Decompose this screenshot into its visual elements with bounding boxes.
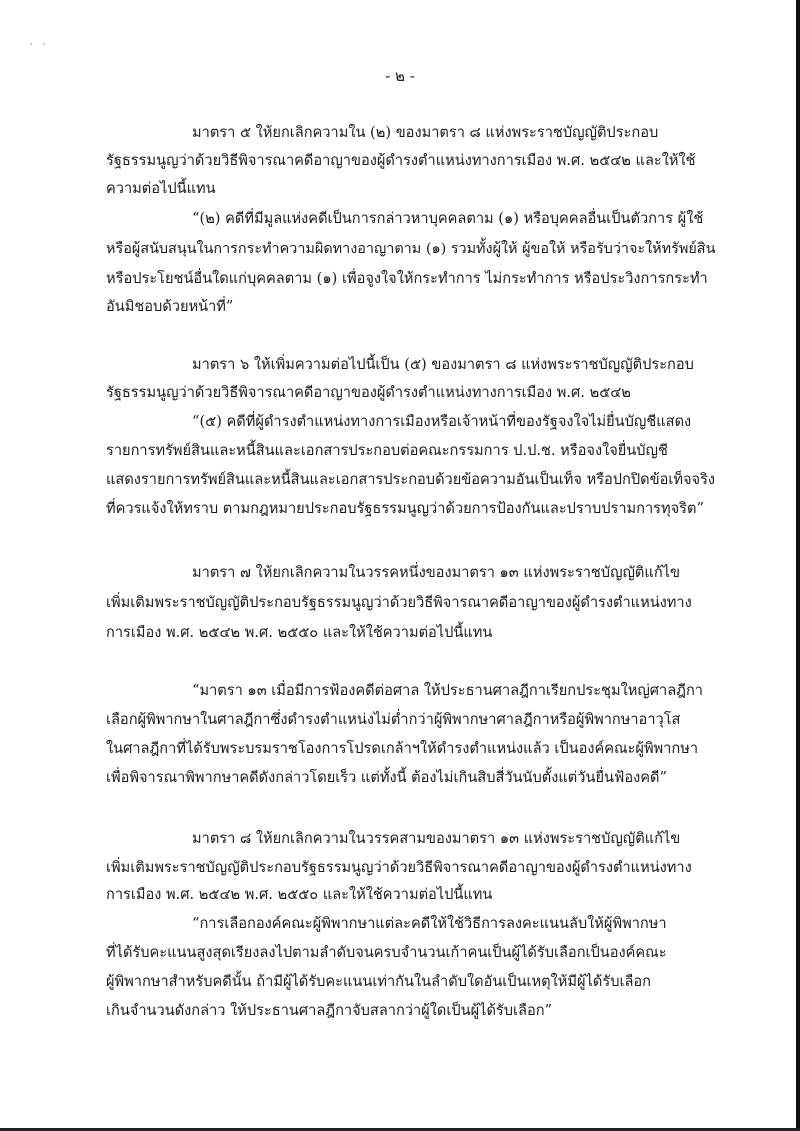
section-5-quote-line-2: หรือผู้สนับสนุนในการกระทำความผิดทางอาญาตาม (๑) รวมทั้งผู้ให้ ผู้ขอให้ หรือรับว่าจะให้ทรัพย์สิน (106, 241, 716, 257)
section-5-quote-line-1: “(๒) คดีที่มีมูลแห่งคดีเป็นการกล่าวหาบุคคลตาม (๑) หรือบุคคลอื่นเป็นตัวการ ผู้ใช้ (192, 210, 704, 227)
section-6-quote-line-3: แสดงรายการทรัพย์สินและหนี้สินและเอกสารประกอบด้วยข้อความอันเป็นเท็จ หรือปกปิดข้อเท็จจริง (106, 471, 716, 488)
section-6-line-2: รัฐธรรมนูญว่าด้วยวิธีพิจารณาคดีอาญาของผู้ดำรงตำแหน่งทางการเมือง พ.ศ. ๒๕๔๒ (106, 384, 631, 401)
section-8-quote-line-2: ที่ได้รับคะแนนสูงสุดเรียงลงไปตามลำดับจนครบจำนวนเก้าคนเป็นผู้ได้รับเลือกเป็นองค์คณะ (106, 944, 667, 961)
section-8-quote-line-3: ผู้พิพากษาสำหรับคดีนั้น ถ้ามีผู้ได้รับคะแนนเท่ากันในลำดับใดอันเป็นเหตุให้มีผู้ได้รับเลือก (106, 973, 651, 990)
section-8-line-2: เพิ่มเติมพระราชบัญญัติประกอบรัฐธรรมนูญว่าด้วยวิธีพิจารณาคดีอาญาของผู้ดำรงตำแหน่งทาง (106, 859, 692, 876)
section-7-quote-line-1: “มาตรา ๑๓ เมื่อมีการฟ้องคดีต่อศาล ให้ประธานศาลฎีกาเรียกประชุมใหญ่ศาลฎีกา (192, 682, 703, 699)
section-6-quote-line-1: “(๕) คดีที่ผู้ดำรงตำแหน่งทางการเมืองหรือเจ้าหน้าที่ของรัฐจงใจไม่ยื่นบัญชีแสดง (192, 413, 692, 430)
section-8-quote-line-4: เกินจำนวนดังกล่าว ให้ประธานศาลฎีกาจับสลากว่าผู้ใดเป็นผู้ได้รับเลือก” (106, 1002, 553, 1019)
section-5-quote-line-3: หรือประโยชน์อื่นใดแก่บุคคลตาม (๑) เพื่อจูงใจให้กระทำการ ไม่กระทำการ หรือประวิงการกระทำ (106, 270, 708, 287)
section-6-line-1: มาตรา ๖ ให้เพิ่มความต่อไปนี้เป็น (๕) ของมาตรา ๘ แห่งพระราชบัญญัติประกอบ (192, 356, 694, 373)
scan-specks: ' ' (30, 42, 49, 51)
section-7-quote-line-2: เลือกผู้พิพากษาในศาลฎีกาซึ่งดำรงตำแหน่งไม่ต่ำกว่าผู้พิพากษาศาลฎีกาหรือผู้พิพากษาอาวุโส (106, 711, 681, 728)
section-7-quote-line-3: ในศาลฎีกาที่ได้รับพระบรมราชโองการโปรดเกล้าฯให้ดำรงตำแหน่งแล้ว เป็นองค์คณะผู้พิพากษา (106, 740, 699, 757)
section-7-line-1: มาตรา ๗ ให้ยกเลิกความในวรรคหนึ่งของมาตรา ๑๓ แห่งพระราชบัญญัติแก้ไข (192, 564, 680, 581)
section-7-line-2: เพิ่มเติมพระราชบัญญัติประกอบรัฐธรรมนูญว่าด้วยวิธีพิจารณาคดีอาญาของผู้ดำรงตำแหน่งทาง (106, 594, 692, 611)
section-7-line-3: การเมือง พ.ศ. ๒๕๔๒ พ.ศ. ๒๕๕๐ และให้ใช้ความต่อไปนี้แทน (106, 624, 493, 641)
page-number: - ๒ - (385, 67, 415, 85)
section-6-quote-line-4: ที่ควรแจ้งให้ทราบ ตามกฎหมายประกอบรัฐธรรมนูญว่าด้วยการป้องกันและปราบปรามการทุจริต” (106, 500, 704, 517)
section-5-quote-line-4: อันมิชอบด้วยหน้าที่” (106, 298, 234, 315)
section-5-line-3: ความต่อไปนี้แทน (106, 180, 216, 197)
section-6-quote-line-2: รายการทรัพย์สินและหนี้สินและเอกสารประกอบต่อคณะกรรมการ ป.ป.ช. หรือจงใจยื่นบัญชี (106, 442, 668, 459)
section-5-line-2: รัฐธรรมนูญว่าด้วยวิธีพิจารณาคดีอาญาของผู้ดำรงตำแหน่งทางการเมือง พ.ศ. ๒๕๔๒ และให้ใช้ (106, 152, 696, 169)
section-8-quote-line-1: “การเลือกองค์คณะผู้พิพากษาแต่ละคดีให้ใช้วิธีการลงคะแนนลับให้ผู้พิพากษา (192, 915, 667, 932)
section-5-line-1: มาตรา ๕ ให้ยกเลิกความใน (๒) ของมาตรา ๘ แห่งพระราชบัญญัติประกอบ (192, 124, 659, 141)
section-8-line-3: การเมือง พ.ศ. ๒๕๔๒ พ.ศ. ๒๕๕๐ และให้ใช้ความต่อไปนี้แทน (106, 886, 493, 903)
section-8-line-1: มาตรา ๘ ให้ยกเลิกความในวรรคสามของมาตรา ๑๓ แห่งพระราชบัญญัติแก้ไข (192, 830, 681, 847)
section-7-quote-line-4: เพื่อพิจารณาพิพากษาคดีดังกล่าวโดยเร็ว แต่ทั้งนี้ ต้องไม่เกินสิบสี่วันนับตั้งแต่วันยื่นฟ้องคดี” (106, 769, 667, 786)
scan-edge-shadow (796, 0, 800, 1131)
